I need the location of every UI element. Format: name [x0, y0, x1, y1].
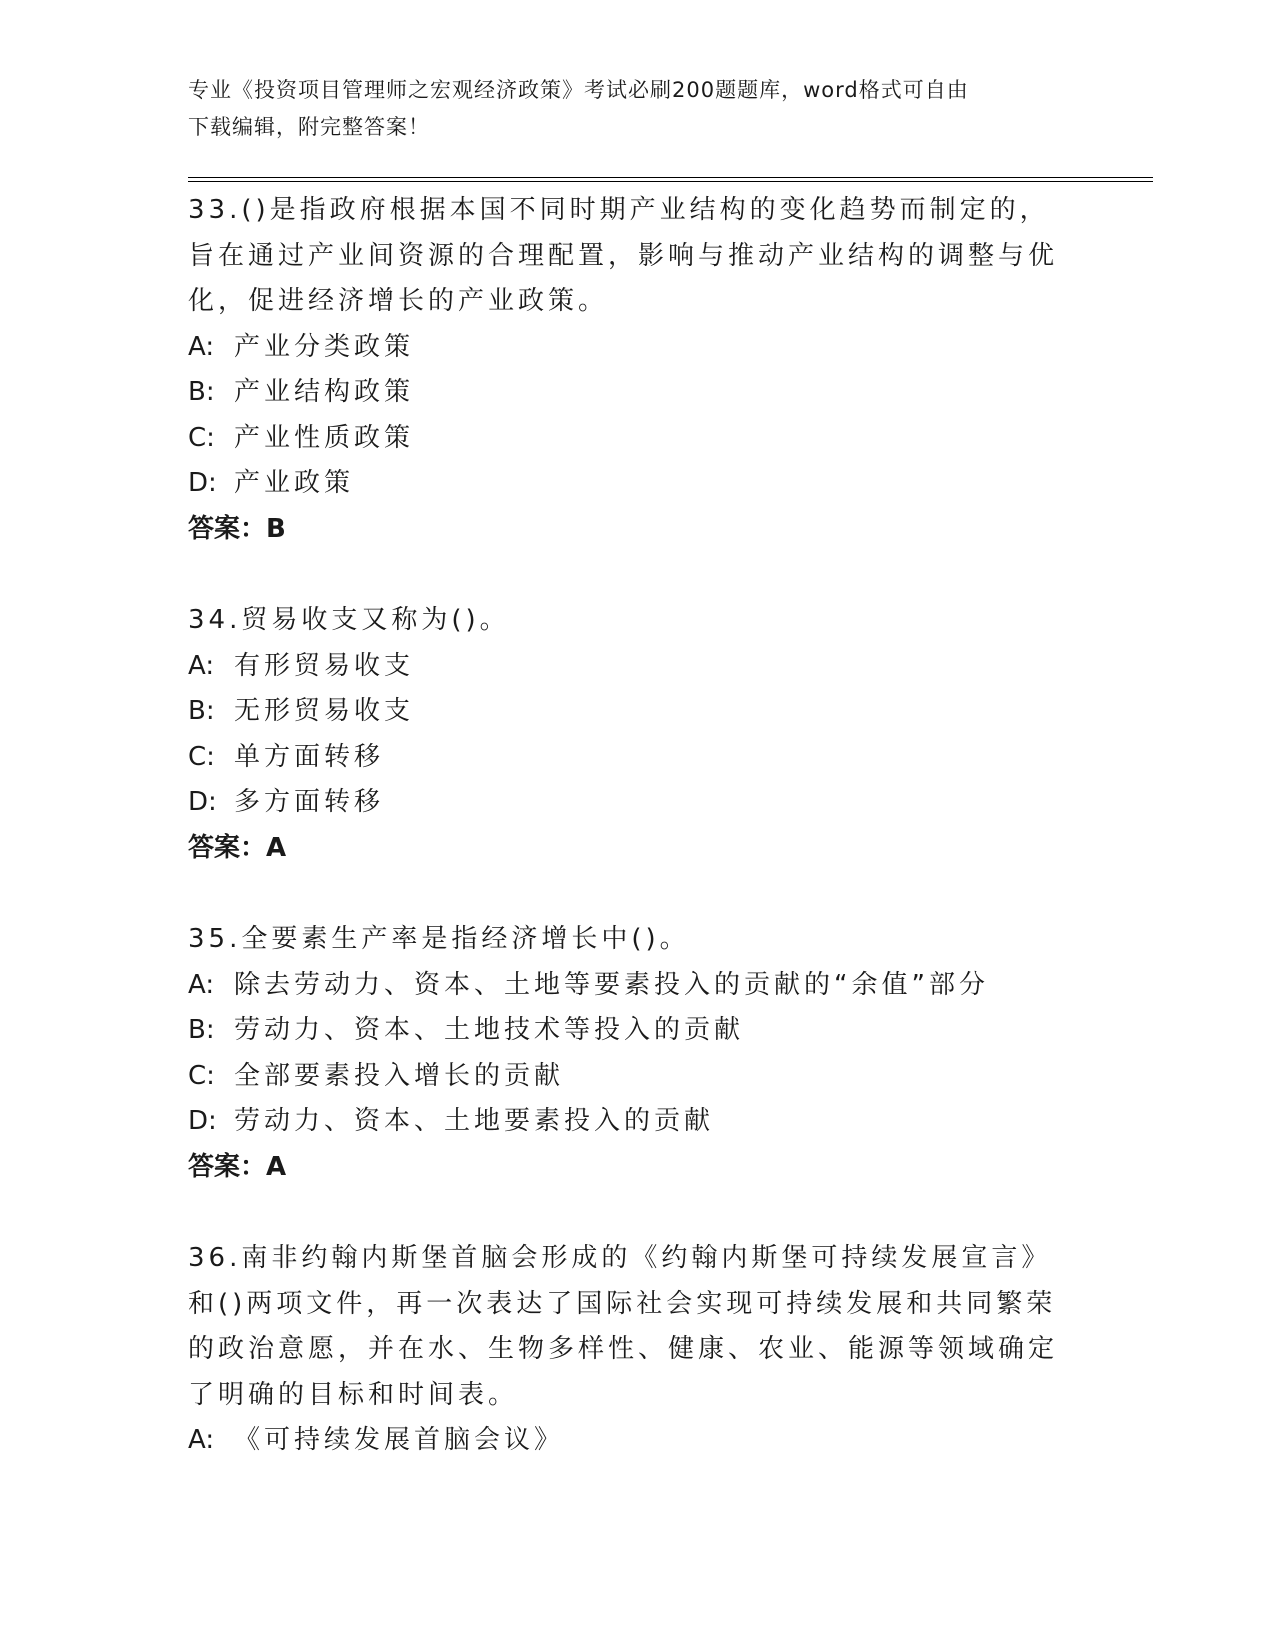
option-key: D:: [188, 1106, 217, 1136]
option-d: [188, 461, 1068, 507]
option-a: [188, 1418, 1068, 1464]
option-c: [188, 416, 1068, 462]
option-key: A:: [188, 1425, 215, 1455]
question-36: [188, 1236, 1068, 1464]
option-text: 除去劳动力、资本、土地等要素投入的贡献的“余值”部分: [234, 969, 989, 1000]
option-key: C:: [188, 741, 215, 772]
answer-line: 答案：B: [188, 513, 286, 544]
option-key: B:: [188, 377, 215, 407]
question-35: [188, 917, 1068, 1190]
option-key: A:: [188, 331, 215, 362]
option-text: 产业性质政策: [234, 422, 415, 453]
option-d: [188, 780, 1068, 826]
option-a: [188, 963, 1068, 1009]
option-key: B:: [188, 1015, 215, 1045]
option-b: [188, 1008, 1068, 1054]
option-b: [188, 689, 1068, 735]
option-key: C:: [188, 422, 215, 453]
option-text: 有形贸易收支: [234, 650, 415, 681]
option-text: 单方面转移: [234, 741, 385, 772]
option-key: D:: [188, 787, 217, 817]
header-divider-bottom: [188, 181, 1153, 182]
option-a: [188, 644, 1068, 690]
option-text: 劳动力、资本、土地要素投入的贡献: [234, 1106, 715, 1136]
option-text: 劳动力、资本、土地技术等投入的贡献: [234, 1015, 745, 1045]
option-a: [188, 325, 1068, 371]
option-key: A:: [188, 969, 215, 1000]
answer-line: 答案：A: [188, 1151, 287, 1182]
question-34: [188, 598, 1068, 871]
header-line-2: 下载编辑，附完整答案！: [188, 115, 430, 139]
option-c: [188, 735, 1068, 781]
document-header: [188, 72, 1068, 146]
question-33: [188, 188, 1068, 552]
option-text: 全部要素投入增长的贡献: [234, 1060, 565, 1091]
option-text: 产业分类政策: [234, 331, 415, 362]
header-line-1: 专业《投资项目管理师之宏观经济政策》考试必刷200题题库，word格式可自由: [188, 78, 969, 102]
answer-line: 答案：A: [188, 832, 287, 863]
option-key: C:: [188, 1060, 215, 1091]
option-c: [188, 1054, 1068, 1100]
option-text: 产业政策: [234, 468, 355, 498]
question-text: 34.贸易收支又称为()。: [188, 605, 510, 635]
option-text: 无形贸易收支: [234, 696, 415, 726]
question-text: 33.()是指政府根据本国不同时期产业结构的变化趋势而制定的，旨在通过产业间资源的合理配置，影响与推动产业结构的调整与优化，促进经济增长的产业政策。: [188, 195, 1059, 316]
header-divider-top: [188, 177, 1153, 178]
option-b: [188, 370, 1068, 416]
option-text: 产业结构政策: [234, 377, 415, 407]
option-key: A:: [188, 650, 215, 681]
option-key: B:: [188, 696, 215, 726]
option-text: 《可持续发展首脑会议》: [234, 1425, 565, 1455]
option-key: D:: [188, 468, 217, 498]
question-list: [188, 188, 1068, 1510]
question-text: 36.南非约翰内斯堡首脑会形成的《约翰内斯堡可持续发展宣言》和()两项文件，再一次表达了国际社会实现可持续发展和共同繁荣的政治意愿，并在水、生物多样性、健康、农业、能源等领域确定了明确的目标和时间表。: [188, 1243, 1059, 1410]
option-text: 多方面转移: [234, 787, 385, 817]
option-d: [188, 1099, 1068, 1145]
question-text: 35.全要素生产率是指经济增长中()。: [188, 924, 690, 954]
